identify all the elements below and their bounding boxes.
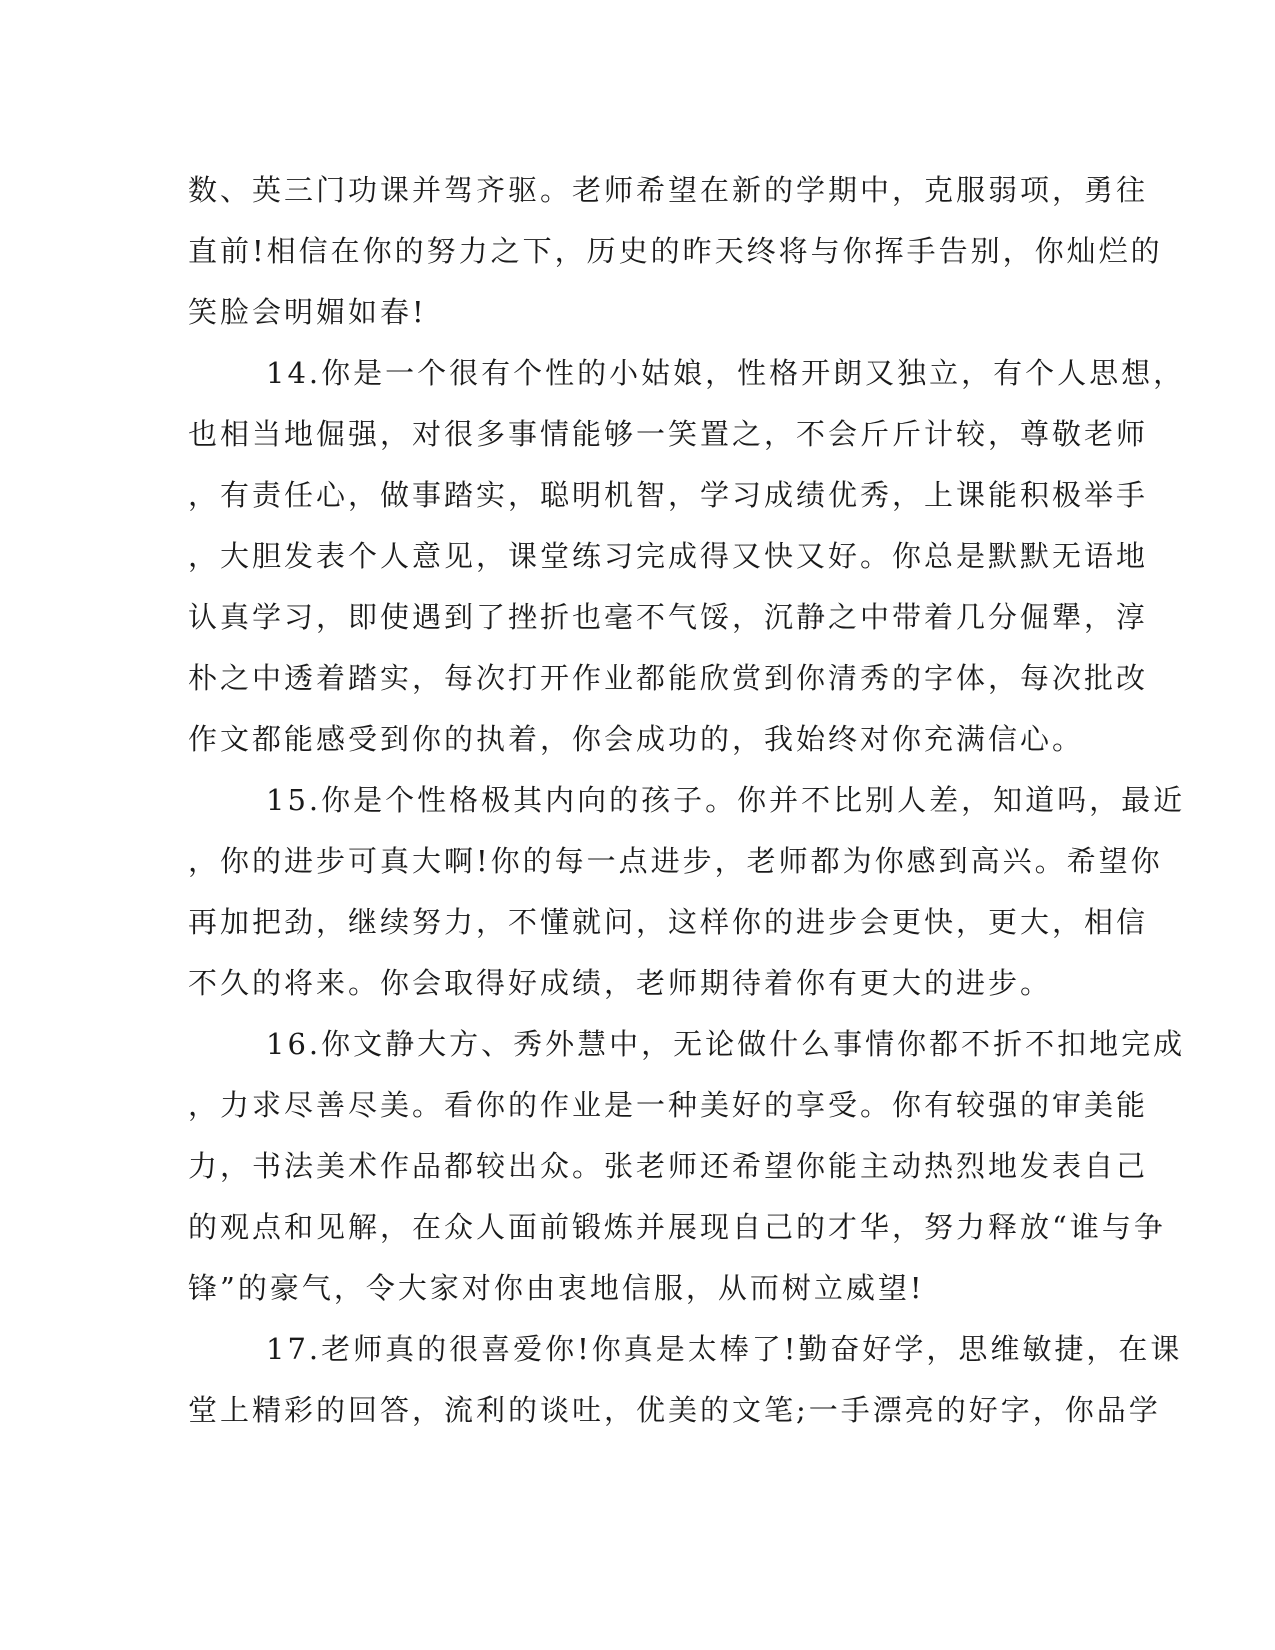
text-line: ，大胆发表个人意见，课堂练习完成得又快又好。你总是默默无语地 bbox=[188, 539, 1149, 573]
text-line: 直前!相信在你的努力之下，历史的昨天终将与你挥手告别，你灿烂的 bbox=[188, 234, 1163, 268]
text-line: ，力求尽善尽美。看你的作业是一种美好的享受。你有较强的审美能 bbox=[188, 1088, 1149, 1122]
text-line: ，有责任心，做事踏实，聪明机智，学习成绩优秀，上课能积极举手 bbox=[188, 478, 1149, 512]
paragraph-14-start: 14.你是一个很有个性的小姑娘，性格开朗又独立，有个人思想， bbox=[266, 356, 1186, 390]
text-line: 也相当地倔强，对很多事情能够一笑置之，不会斤斤计较，尊敬老师 bbox=[188, 417, 1149, 451]
text-line: 朴之中透着踏实，每次打开作业都能欣赏到你清秀的字体，每次批改 bbox=[188, 661, 1149, 695]
text-line: 认真学习，即使遇到了挫折也毫不气馁，沉静之中带着几分倔犟，淳 bbox=[188, 600, 1149, 634]
text-line: 再加把劲，继续努力，不懂就问，这样你的进步会更快，更大，相信 bbox=[188, 905, 1149, 939]
body-text bbox=[188, 160, 1186, 1441]
text-line: 堂上精彩的回答，流利的谈吐，优美的文笔;一手漂亮的好字，你品学 bbox=[188, 1393, 1161, 1427]
text-line: 作文都能感受到你的执着，你会成功的，我始终对你充满信心。 bbox=[188, 722, 1085, 756]
text-line: 数、英三门功课并驾齐驱。老师希望在新的学期中，克服弱项，勇往 bbox=[188, 173, 1149, 207]
text-line: 力，书法美术作品都较出众。张老师还希望你能主动热烈地发表自己 bbox=[188, 1149, 1149, 1183]
paragraph-17-start: 17.老师真的很喜爱你!你真是太棒了!勤奋好学，思维敏捷，在课 bbox=[266, 1332, 1183, 1366]
text-line: 锋”的豪气，令大家对你由衷地信服，从而树立威望! bbox=[188, 1271, 925, 1305]
paragraph-16-start: 16.你文静大方、秀外慧中，无论做什么事情你都不折不扣地完成 bbox=[266, 1027, 1186, 1061]
text-line: ，你的进步可真大啊!你的每一点进步，老师都为你感到高兴。希望你 bbox=[188, 844, 1163, 878]
text-line: 笑脸会明媚如春! bbox=[188, 295, 427, 329]
text-line: 不久的将来。你会取得好成绩，老师期待着你有更大的进步。 bbox=[188, 966, 1053, 1000]
text-line: 的观点和见解，在众人面前锻炼并展现自己的才华，努力释放“谁与争 bbox=[188, 1210, 1166, 1244]
paragraph-15-start: 15.你是个性格极其内向的孩子。你并不比别人差，知道吗，最近 bbox=[266, 783, 1186, 817]
